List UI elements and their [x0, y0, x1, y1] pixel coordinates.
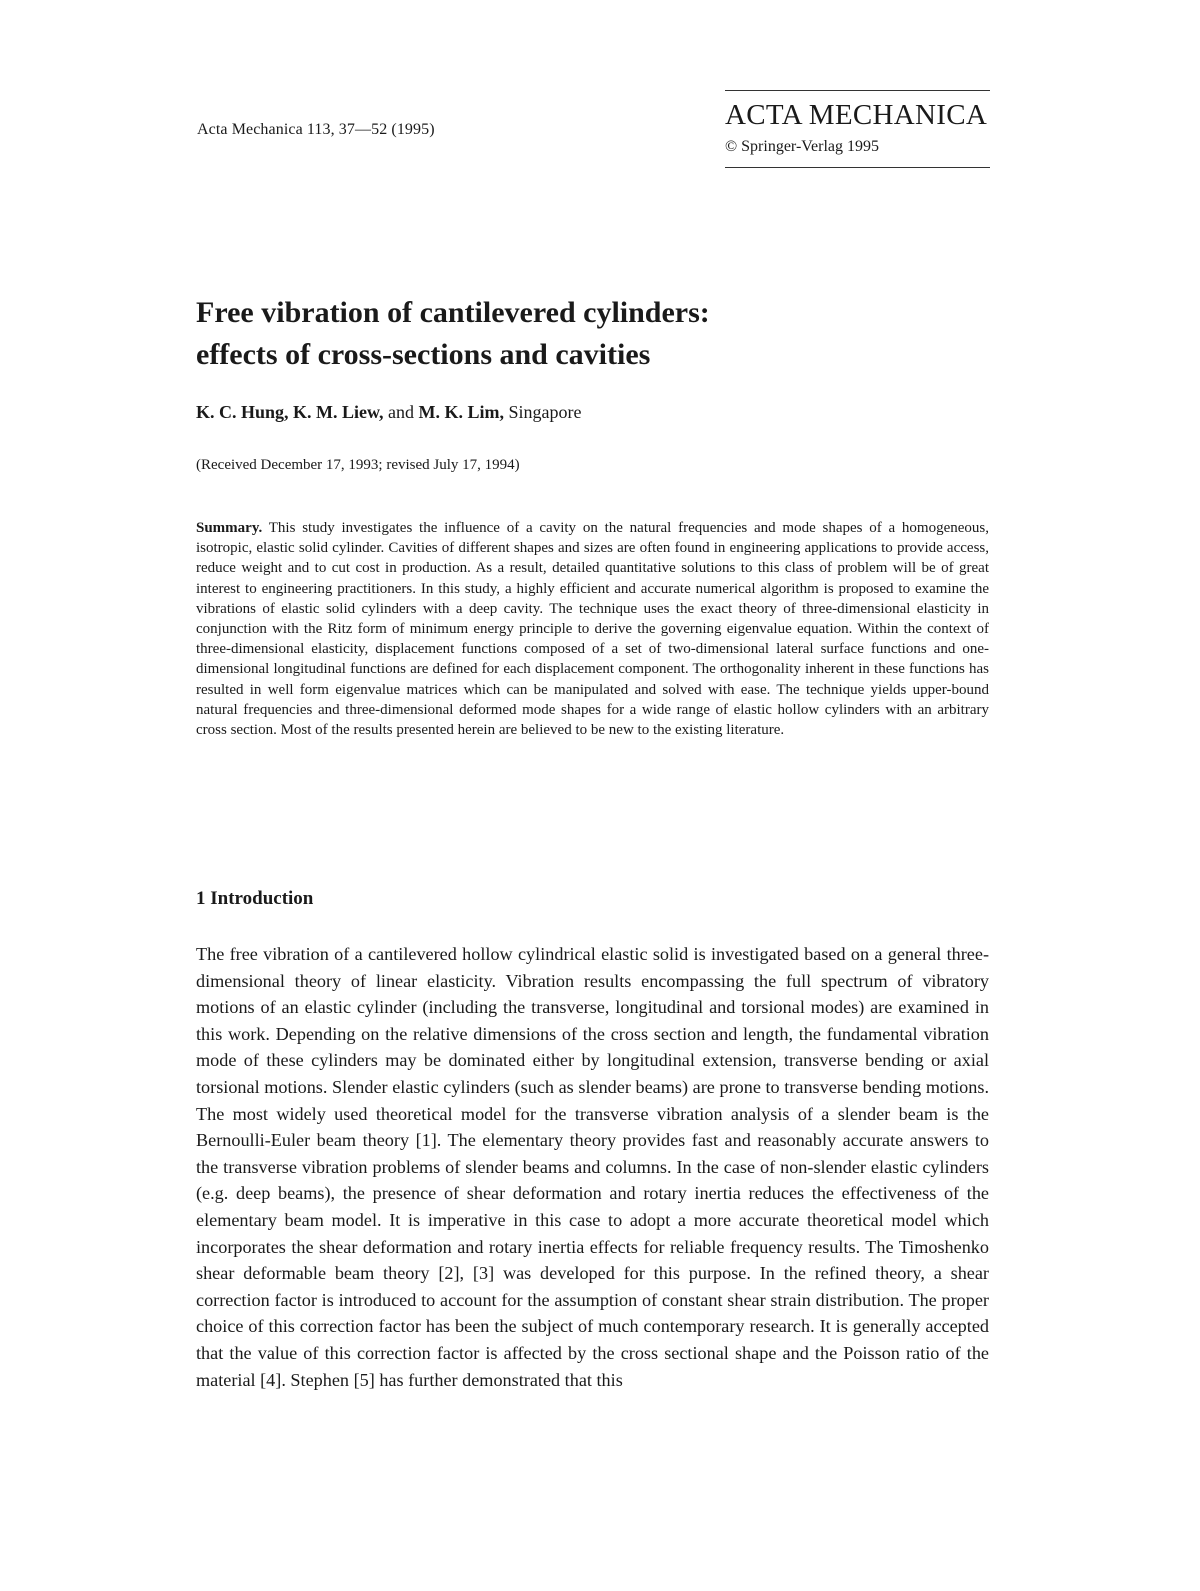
journal-masthead: [725, 90, 990, 168]
author-1: K. C. Hung,: [196, 402, 289, 422]
article-title: [196, 292, 996, 376]
author-line: [196, 402, 582, 423]
summary-text: This study investigates the influence of a cavity on the natural frequencies and mode shapes of a homogeneous, isotropic, elastic solid cylinder. Cavities of different shapes and sizes are often found in engineering applications to provide access, reduce weight and to cut cost in production. As a result, detailed quantitative solutions to this class of problem will be of great interest to engineering practitioners. In this study, a highly efficient and accurate numerical algorithm is proposed to examine the vibrations of elastic solid cylinders with a deep cavity. The technique uses the exact theory of three-dimensional elasticity in conjunction with the Ritz form of minimum energy principle to derive the governing eigenvalue equation. Within the context of three-dimensional elasticity, displacement functions composed of a set of two-dimensional lateral surface functions and one-dimensional longitudinal functions are defined for each displacement component. The orthogonality inherent in these functions has resulted in well form eigenvalue matrices which can be manipulated and solved with ease. The technique yields upper-bound natural frequencies and three-dimensional deformed mode shapes for a wide range of elastic hollow cylinders with an arbitrary cross section. Most of the results presented herein are believed to be new to the existing literature.: [196, 520, 989, 739]
author-3: M. K. Lim,: [418, 402, 505, 422]
author-conjunction: and: [388, 402, 415, 422]
section-heading-introduction: 1 Introduction: [196, 888, 314, 909]
summary-label: Summary.: [196, 520, 263, 536]
title-line-2: effects of cross-sections and cavities: [196, 338, 651, 371]
author-2: K. M. Liew,: [293, 402, 384, 422]
introduction-paragraph: The free vibration of a cantilevered hollow cylindrical elastic solid is investigated based on a general three-dimensional theory of linear elasticity. Vibration results encompassing the full spectrum of vibratory motions of an elastic cylinder (including the transverse, longitudinal and torsional modes) are examined in this work. Depending on the relative dimensions of the cross section and length, the fundamental vibration mode of these cylinders may be dominated either by longitudinal extension, transverse bending or axial torsional motions. Slender elastic cylinders (such as slender beams) are prone to transverse bending motions. The most widely used theoretical model for the transverse vibration analysis of a slender beam is the Bernoulli-Euler beam theory [1]. The elementary theory provides fast and reasonably accurate answers to the transverse vibration problems of slender beams and columns. In the case of non-slender elastic cylinders (e.g. deep beams), the presence of shear deformation and rotary inertia reduces the effectiveness of the elementary beam model. It is imperative in this case to adopt a more accurate theoretical model which incorporates the shear deformation and rotary inertia effects for reliable frequency results. The Timoshenko shear deformable beam theory [2], [3] was developed for this purpose. In the refined theory, a shear correction factor is introduced to account for the assumption of constant shear strain distribution. The proper choice of this correction factor has been the subject of much contemporary research. It is generally accepted that the value of this correction factor is affected by the cross sectional shape and the Poisson ratio of the material [4]. Stephen [5] has further demonstrated that this: [196, 944, 989, 1390]
received-dates: (Received December 17, 1993; revised July 17, 1994): [196, 457, 520, 473]
journal-name: ACTA MECHANICA: [725, 99, 988, 131]
title-line-1: Free vibration of cantilevered cylinders:: [196, 296, 710, 329]
summary-paragraph: [196, 518, 989, 740]
journal-reference: Acta Mechanica 113, 37—52 (1995): [197, 121, 435, 138]
author-location: Singapore: [508, 402, 582, 422]
copyright-notice: © Springer-Verlag 1995: [725, 138, 880, 155]
